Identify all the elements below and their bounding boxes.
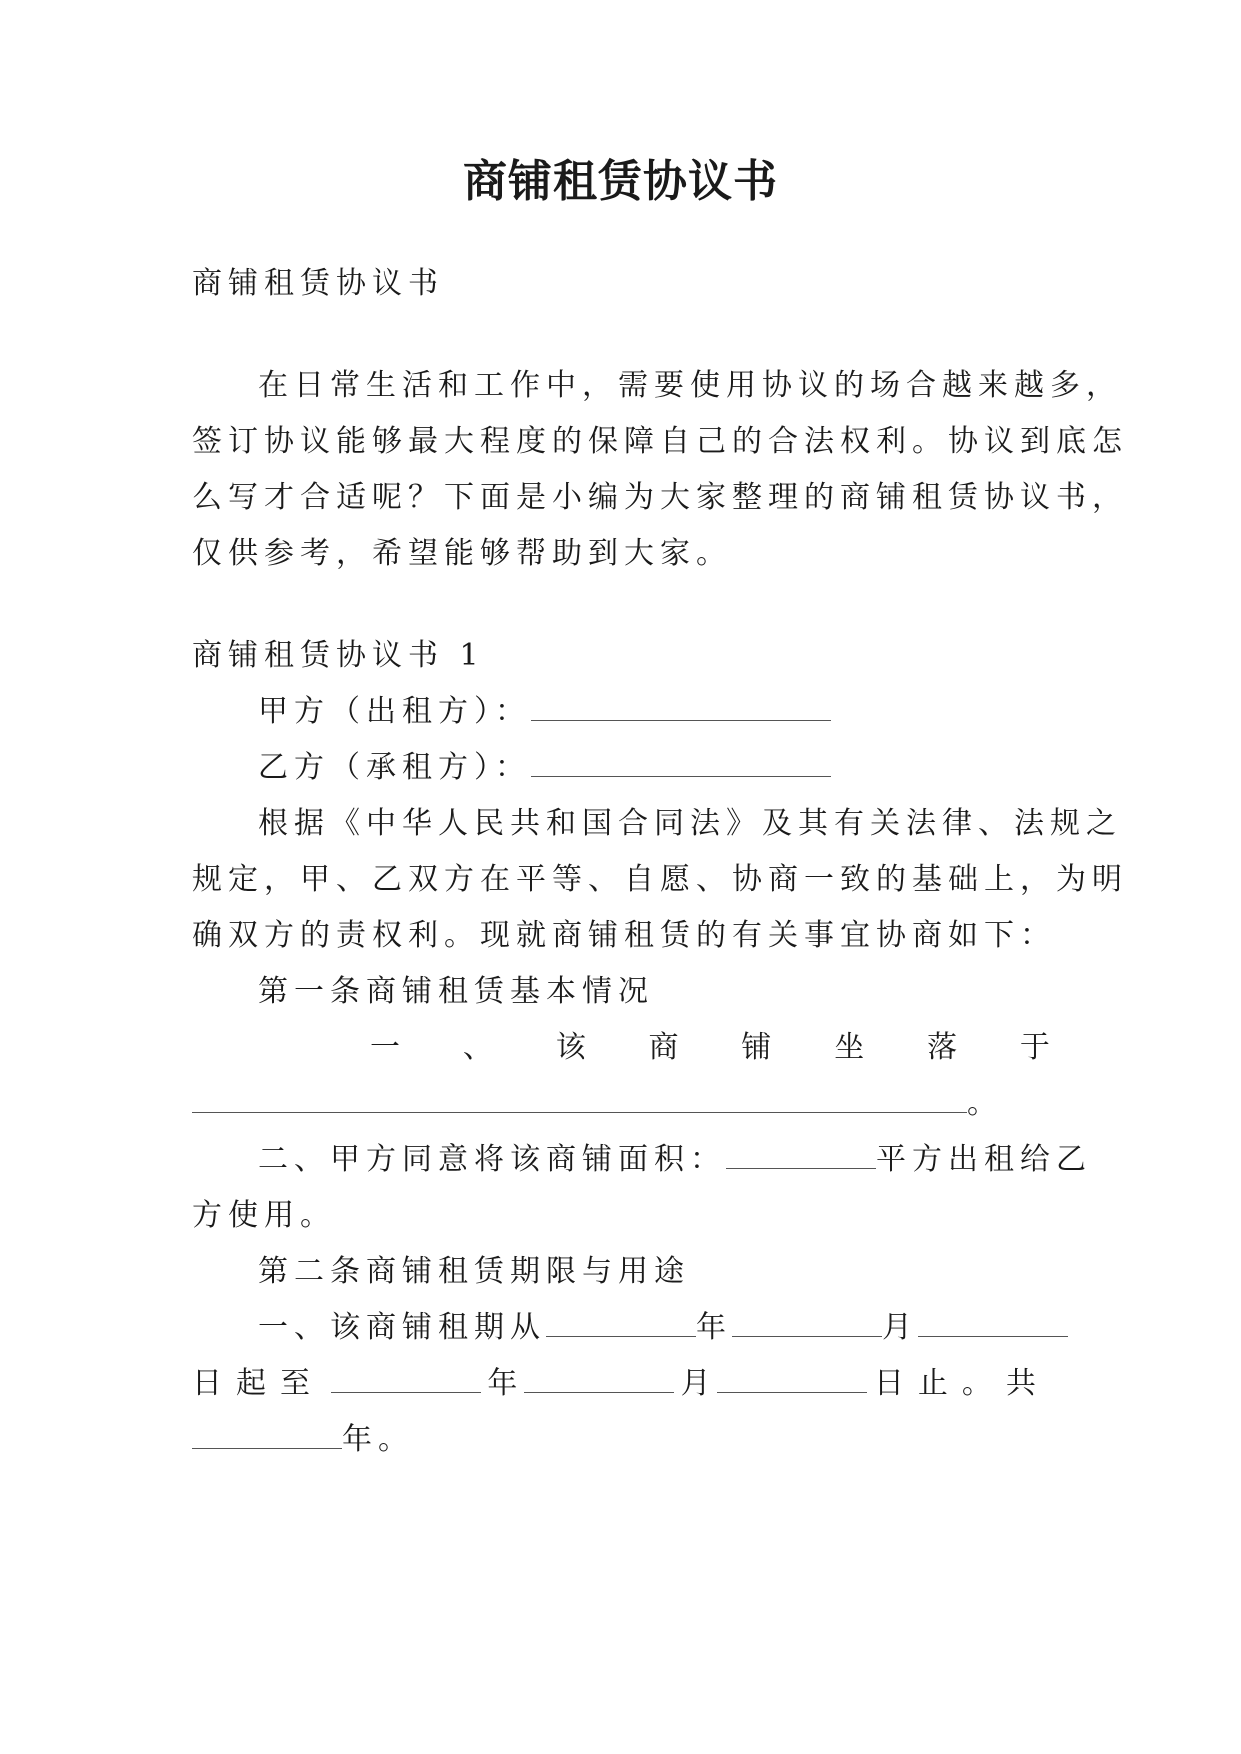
article2-item1-cont2 <box>192 1420 414 1460</box>
article1-item2-tail: 平方出租给乙 <box>876 1142 1092 1177</box>
article1-item1-char: 于 <box>1019 1030 1050 1065</box>
term-from-label: 一、该商铺租期从 <box>258 1310 546 1345</box>
article2-title: 第二条商铺租赁期限与用途 <box>258 1254 690 1289</box>
year-label-2: 年 <box>487 1366 518 1401</box>
party-b-line <box>258 748 831 788</box>
party-b-label: 乙方（承租方）： <box>258 750 531 785</box>
article1-title: 第一条商铺租赁基本情况 <box>258 974 654 1009</box>
preamble-line-3: 确双方的责权利。现就商铺租赁的有关事宜协商如下： <box>192 918 1056 953</box>
day-to-label: 日止。共 <box>873 1366 1050 1401</box>
area-blank <box>726 1140 876 1169</box>
document-heading: 商铺租赁协议书 <box>192 266 444 301</box>
party-a-blank <box>531 692 831 721</box>
intro-line-2: 签订协议能够最大程度的保障自己的合法权利。协议到底怎 <box>192 424 1128 459</box>
article1-item2-cont: 方使用。 <box>192 1198 336 1233</box>
article1-item1-char: 一 <box>370 1030 400 1065</box>
intro-line-4: 仅供参考，希望能够帮助到大家。 <box>192 536 732 571</box>
article1-item1-char: 落 <box>927 1030 958 1065</box>
intro-line-3: 么写才合适呢？下面是小编为大家整理的商铺租赁协议书， <box>192 480 1128 515</box>
article2-item1-cont <box>192 1364 1050 1404</box>
section-title: 商铺租赁协议书 1 <box>192 638 485 673</box>
preamble-line-1: 根据《中华人民共和国合同法》及其有关法律、法规之 <box>258 806 1122 841</box>
article1-item1-char: 铺 <box>741 1030 772 1065</box>
end-year-blank <box>331 1364 481 1393</box>
year-label: 年 <box>696 1310 732 1345</box>
preamble-line-2: 规定，甲、乙双方在平等、自愿、协商一致的基础上，为明 <box>192 862 1128 897</box>
party-a-line <box>258 692 831 732</box>
start-day-blank <box>918 1308 1068 1337</box>
party-a-label: 甲方（出租方）： <box>258 694 531 729</box>
article1-item1-line <box>370 1028 1050 1068</box>
end-month-blank <box>524 1364 674 1393</box>
article1-item1-end: 。 <box>967 1086 1003 1121</box>
total-years-blank <box>192 1420 342 1449</box>
party-b-blank <box>531 748 831 777</box>
article1-item2-text: 二、甲方同意将该商铺面积： <box>258 1142 726 1177</box>
month-label-2: 月 <box>680 1366 711 1401</box>
article1-item1-char: 该 <box>555 1030 586 1065</box>
document-title: 商铺租赁协议书 <box>463 156 778 207</box>
intro-line-1: 在日常生活和工作中，需要使用协议的场合越来越多， <box>258 368 1122 403</box>
article1-item1-char: 、 <box>462 1030 493 1065</box>
article1-item1-char: 商 <box>648 1030 679 1065</box>
start-year-blank <box>546 1308 696 1337</box>
article1-item2-line <box>258 1140 1092 1180</box>
article1-item1-char: 坐 <box>834 1030 865 1065</box>
start-month-blank <box>732 1308 882 1337</box>
article1-item1-cont <box>192 1084 1003 1124</box>
end-day-blank <box>717 1364 867 1393</box>
article2-item1-line <box>258 1308 1068 1348</box>
location-blank <box>192 1084 967 1113</box>
day-from-label: 日起至 <box>192 1366 324 1401</box>
year-end-label: 年。 <box>342 1422 414 1457</box>
month-label: 月 <box>882 1310 918 1345</box>
